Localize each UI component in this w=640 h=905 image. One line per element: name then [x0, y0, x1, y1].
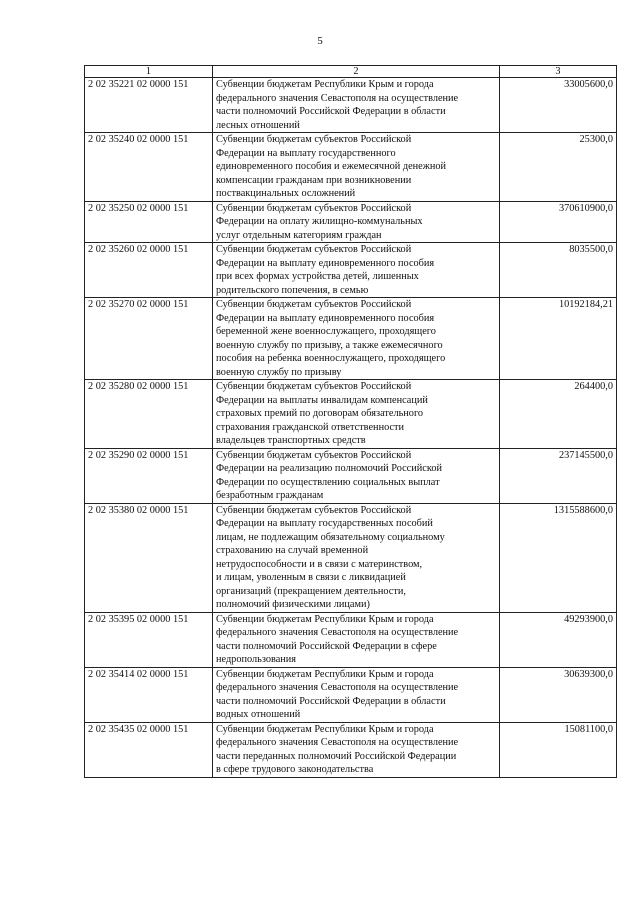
description-line: услуг отдельным категориям граждан	[216, 229, 382, 241]
description-cell	[213, 612, 500, 667]
table-row	[85, 667, 617, 722]
description-line: федерального значения Севастополя на осуществление	[216, 737, 459, 748]
description-line: Федерации на реализацию полномочий Российской	[216, 463, 442, 474]
description-line: части полномочий Российской Федерации в области	[216, 106, 446, 117]
amount-cell: 237145500,0	[500, 448, 617, 503]
amount-cell: 30639300,0	[500, 667, 617, 722]
description-line: Федерации на оплату жилищно-коммунальных	[216, 216, 423, 227]
budget-code-cell: 2 02 35240 02 0000 151	[85, 133, 213, 202]
amount-cell: 1315588600,0	[500, 503, 617, 612]
description-line: Федерации на выплату государственного	[216, 147, 396, 159]
budget-code-cell: 2 02 35395 02 0000 151	[85, 612, 213, 667]
table-row	[85, 380, 617, 449]
description-cell	[213, 448, 500, 503]
amount-cell: 264400,0	[500, 380, 617, 449]
description-line: лесных отношений	[216, 119, 300, 131]
description-cell	[213, 722, 500, 777]
amount-cell: 15081100,0	[500, 722, 617, 777]
description-line: безработным гражданам	[216, 490, 324, 501]
description-line: части переданных полномочий Российской Федерации	[216, 750, 457, 762]
budget-code-cell: 2 02 35260 02 0000 151	[85, 243, 213, 298]
table-row	[85, 448, 617, 503]
description-cell	[213, 201, 500, 243]
budget-code-cell: 2 02 35280 02 0000 151	[85, 380, 213, 449]
description-cell	[213, 243, 500, 298]
description-line: Субвенции бюджетам субъектов Российской	[216, 134, 412, 145]
description-line: при всех формах устройства детей, лишенных	[216, 271, 419, 282]
budget-code-cell: 2 02 35250 02 0000 151	[85, 201, 213, 243]
description-line: Федерации на выплату государственных пособий	[216, 518, 433, 529]
column-header-description: 2	[213, 66, 500, 78]
amount-cell: 370610900,0	[500, 201, 617, 243]
description-cell	[213, 380, 500, 449]
table-row	[85, 612, 617, 667]
description-line: в сфере трудового законодательства	[216, 764, 374, 775]
description-line: компенсации гражданам при возникновении	[216, 174, 412, 186]
table-row	[85, 243, 617, 298]
description-cell	[213, 667, 500, 722]
budget-code-cell: 2 02 35290 02 0000 151	[85, 448, 213, 503]
description-line: Федерации на выплату единовременного пособия	[216, 312, 435, 324]
description-line: Субвенции бюджетам субъектов Российской	[216, 449, 412, 461]
description-line: поствакцинальных осложнений	[216, 188, 356, 199]
description-line: федерального значения Севастополя на осуществление	[216, 682, 459, 693]
description-line: Субвенции бюджетам Республики Крым и города	[216, 79, 434, 90]
description-line: военную службу по призыву, а также ежемесячного	[216, 339, 443, 351]
table-row	[85, 503, 617, 612]
description-line: недропользования	[216, 654, 297, 665]
budget-code-cell: 2 02 35380 02 0000 151	[85, 503, 213, 612]
description-line: Субвенции бюджетам субъектов Российской	[216, 299, 412, 310]
description-line: родительского попечения, в семью	[216, 284, 369, 296]
amount-cell: 25300,0	[500, 133, 617, 202]
description-line: Субвенции бюджетам Республики Крым и города	[216, 723, 434, 735]
table-row	[85, 78, 617, 133]
description-line: и лицам, уволенным в связи с ликвидацией	[216, 572, 406, 583]
budget-code-cell: 2 02 35270 02 0000 151	[85, 298, 213, 380]
description-line: части полномочий Российской Федерации в сфере	[216, 640, 437, 652]
description-line: единовременного пособия и ежемесячной денежной	[216, 161, 447, 172]
description-line: Субвенции бюджетам субъектов Российской	[216, 202, 412, 214]
page-number: 5	[317, 35, 323, 47]
budget-code-cell: 2 02 35221 02 0000 151	[85, 78, 213, 133]
amount-cell: 49293900,0	[500, 612, 617, 667]
description-cell	[213, 78, 500, 133]
description-line: Субвенции бюджетам субъектов Российской	[216, 381, 412, 392]
description-line: федерального значения Севастополя на осуществление	[216, 92, 459, 104]
description-line: пособия на ребенка военнослужащего, проходящего	[216, 353, 446, 364]
description-line: нетрудоспособности и в связи с материнством,	[216, 558, 423, 570]
description-line: организаций (прекращением деятельности,	[216, 585, 406, 597]
description-line: страховых премий по договорам обязательного	[216, 408, 424, 419]
description-line: страхованию на случай временной	[216, 545, 369, 556]
budget-code-cell: 2 02 35414 02 0000 151	[85, 667, 213, 722]
description-line: федерального значения Севастополя на осуществление	[216, 627, 459, 638]
table-header-row	[85, 66, 617, 78]
description-cell	[213, 503, 500, 612]
table-row	[85, 722, 617, 777]
description-line: части полномочий Российской Федерации в области	[216, 695, 446, 707]
description-cell	[213, 298, 500, 380]
description-cell	[213, 133, 500, 202]
description-line: Субвенции бюджетам субъектов Российской	[216, 244, 412, 255]
description-line: Субвенции бюджетам субъектов Российской	[216, 504, 412, 516]
budget-code-cell: 2 02 35435 02 0000 151	[85, 722, 213, 777]
table-row	[85, 298, 617, 380]
description-line: Федерации на выплаты инвалидам компенсаций	[216, 394, 428, 406]
description-line: Федерации по осуществлению социальных выплат	[216, 476, 440, 488]
description-line: беременной жене военнослужащего, проходящего	[216, 326, 436, 337]
amount-cell: 33005600,0	[500, 78, 617, 133]
amount-cell: 10192184,21	[500, 298, 617, 380]
column-header-amount: 3	[500, 66, 617, 78]
description-line: Субвенции бюджетам Республики Крым и города	[216, 668, 434, 680]
description-line: Федерации на выплату единовременного пособия	[216, 257, 435, 269]
budget-table	[84, 65, 617, 778]
description-line: Субвенции бюджетам Республики Крым и города	[216, 613, 434, 625]
description-line: владельцев транспортных средств	[216, 435, 366, 446]
description-line: страхования гражданской ответственности	[216, 421, 405, 433]
table-row	[85, 133, 617, 202]
description-line: водных отношений	[216, 709, 301, 720]
amount-cell: 8035500,0	[500, 243, 617, 298]
table-row	[85, 201, 617, 243]
description-line: лицам, не подлежащим обязательному социальному	[216, 531, 445, 543]
column-header-code: 1	[85, 66, 213, 78]
description-line: военную службу по призыву	[216, 366, 342, 378]
description-line: полномочий физическими лицами)	[216, 599, 370, 610]
